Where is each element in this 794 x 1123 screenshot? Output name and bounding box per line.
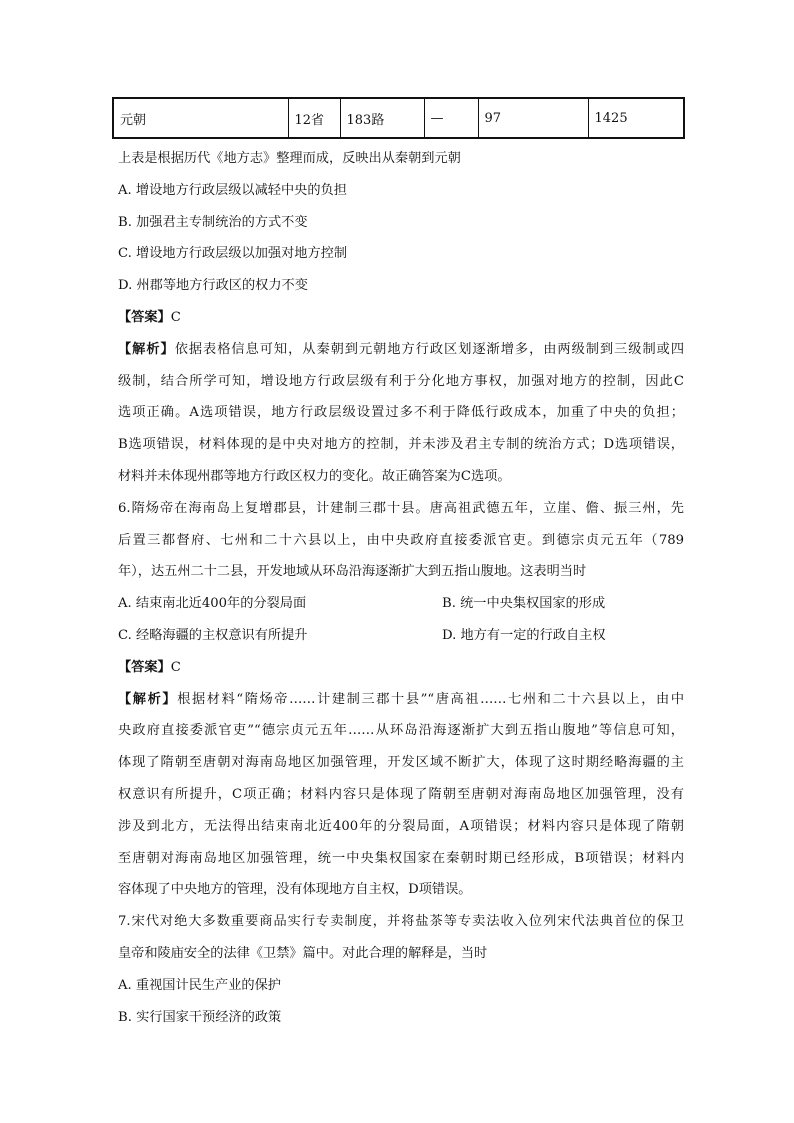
question-stem: 皇帝和陵庙安全的法律《卫禁》篇中。对此合理的解释是，当时 [118, 945, 488, 961]
option-a: A. 增设地方行政层级以减轻中央的负担 [118, 182, 347, 198]
answer-value: C [170, 309, 181, 325]
analysis-line: 权意识有所提升，C项正确；材料内容只是体现了隋朝至唐朝对海南岛地区加强管理，没有 [118, 786, 684, 802]
analysis-line: 材料并未体现州郡等地方行政区权力的变化。故正确答案为C选项。 [118, 468, 511, 484]
data-table [112, 97, 685, 139]
option-b: B. 实行国家干预经济的政策 [118, 1009, 282, 1025]
analysis-label: 【解析】 [118, 691, 178, 707]
document-body [118, 143, 684, 1033]
analysis-line: 选项正确。A选项错误，地方行政层级设置过多不利于降低行政成本，加重了中央的负担； [118, 405, 684, 421]
option-a: A. 结束南北近400年的分裂局面 [118, 596, 307, 612]
question-stem: 上表是根据历代《地方志》整理而成，反映出从秦朝到元朝 [118, 151, 461, 166]
option-b: B. 统一中央集权国家的形成 [442, 596, 606, 612]
option-c: C. 经略海疆的主权意识有所提升 [118, 627, 308, 643]
question-stem: 7.宋代对绝大多数重要商品实行专卖制度，并将盐茶等专卖法收入位列宋代法典首位的保卫 [118, 914, 684, 930]
option-c: C. 增设地方行政层级以加强对地方控制 [118, 246, 348, 262]
analysis-text: 依据表格信息可知，从秦朝到元朝地方行政区划逐渐增多，由两级制到三级制或四 [174, 341, 684, 357]
question-stem: 年），达五州二十二县，开发地域从环岛沿海逐渐扩大到五指山腹地。这表明当时 [118, 564, 587, 580]
question-stem: 后置三都督府、七州和二十六县以上，由中央政府直接委派官吏。到德宗贞元五年（789 [118, 532, 684, 548]
table-cell: 元朝 [113, 98, 288, 138]
analysis-label: 【解析】 [118, 341, 175, 357]
answer-line [118, 652, 684, 684]
table-cell: 1425 [588, 98, 684, 138]
analysis-line: 容体现了中央地方的管理，没有体现地方自主权，D项错误。 [118, 882, 472, 898]
table-row [113, 98, 684, 138]
option-row [118, 588, 684, 620]
analysis-line [118, 684, 684, 716]
analysis-line: 体现了隋朝至唐朝对海南岛地区加强管理，开发区域不断扩大，体现了这时期经略海疆的主 [118, 755, 684, 771]
option-row [118, 620, 684, 652]
analysis-line: B选项错误，材料体现的是中央对地方的控制，并未涉及君主专制的统治方式；D选项错误， [118, 437, 684, 453]
table-cell: — [424, 98, 478, 138]
analysis-line: 级制，结合所学可知，增设地方行政层级有利于分化地方事权，加强对地方的控制，因此C [118, 373, 684, 389]
table-cell: 97 [478, 98, 588, 138]
analysis-line [118, 334, 684, 366]
analysis-text: 根据材料“隋炀帝……计建制三郡十县”“唐高祖……七州和二十六县以上，由中 [177, 691, 684, 707]
answer-label: 【答案】 [118, 309, 171, 325]
option-d: D. 州郡等地方行政区的权力不变 [118, 278, 308, 294]
question-stem: 6.隋炀帝在海南岛上复增郡县，计建制三郡十县。唐高祖武德五年，立崖、儋、振三州，先 [118, 500, 684, 516]
answer-line [118, 302, 684, 334]
table-cell: 183路 [340, 98, 424, 138]
analysis-line: 央政府直接委派官吏”“德宗贞元五年……从环岛沿海逐渐扩大到五指山腹地”等信息可知， [118, 723, 684, 739]
analysis-line: 至唐朝对海南岛地区加强管理，统一中央集权国家在秦朝时期已经形成，B项错误；材料内 [118, 850, 684, 866]
answer-label: 【答案】 [118, 659, 171, 675]
option-d: D. 地方有一定的行政自主权 [442, 627, 606, 643]
analysis-line: 涉及到北方，无法得出结束南北近400年的分裂局面，A项错误；材料内容只是体现了隋朝 [118, 818, 684, 834]
option-a: A. 重视国计民生产业的保护 [118, 977, 281, 993]
option-b: B. 加强君主专制统治的方式不变 [118, 214, 308, 230]
answer-value: C [170, 659, 181, 675]
table-cell: 12省 [288, 98, 340, 138]
